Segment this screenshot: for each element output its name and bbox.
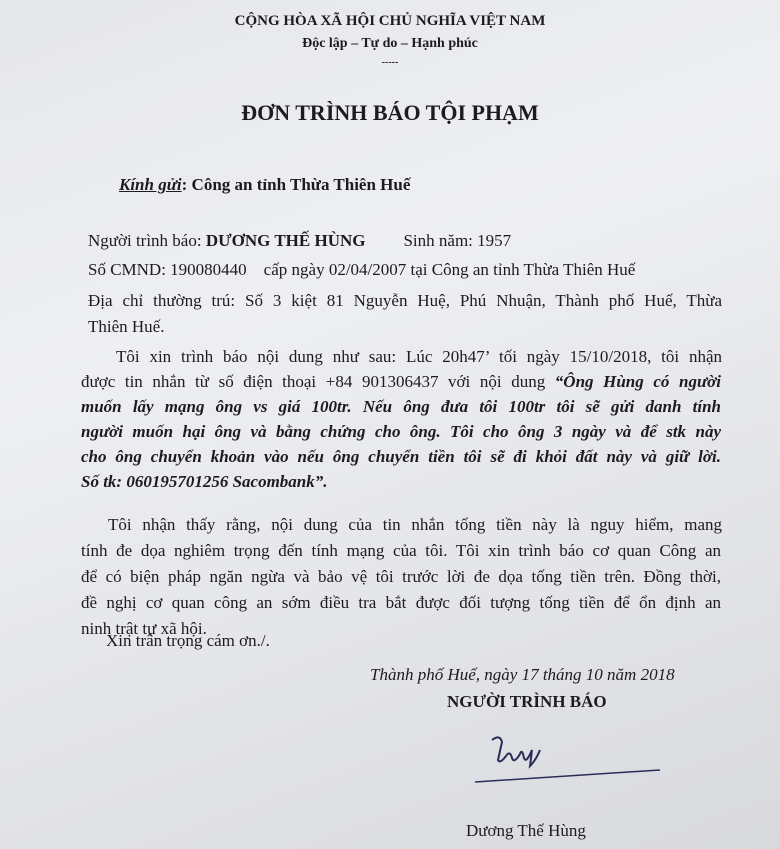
quoted-message-start: “Ông Hùng có người [554, 372, 721, 391]
separator: ----- [381, 57, 399, 68]
para1-line-1: Tôi xin trình báo nội dung như sau: Lúc 20h47’ tối ngày 15/10/2018, tôi nhận [116, 347, 722, 366]
quoted-message-line: người muốn hại ông và bằng chứng cho ông. Tôi cho ông 3 ngày và để stk này [81, 422, 721, 441]
para2-line: để có biện pháp ngăn ngừa và bảo vệ tôi trước lời đe dọa tống tiền trên. Đồng thời, [81, 567, 721, 586]
reporter-name: DƯƠNG THẾ HÙNG [205, 231, 366, 250]
quoted-message-line: cho ông chuyển khoản vào nếu ông chuyển tiền tôi sẽ đi khỏi đất này và giữ lời. [81, 447, 721, 466]
id-line: Số CMND: 190080440 cấp ngày 02/04/2007 tại Công an tỉnh Thừa Thiên Huế [88, 260, 636, 279]
motto: Độc lập – Tự do – Hạnh phúc [302, 36, 478, 51]
recipient [119, 174, 410, 196]
document-title: ĐƠN TRÌNH BÁO TỘI PHẠM [241, 100, 539, 125]
para2-line: ninh trật tự xã hội. [81, 619, 207, 638]
address-line-2: Thiên Huế. [88, 317, 165, 336]
signer-title: NGƯỜI TRÌNH BÁO [447, 692, 607, 711]
birth-year: Sinh năm: 1957 [403, 231, 512, 250]
address-line-1: Địa chỉ thường trú: Số 3 kiệt 81 Nguyễn Huệ, Phú Nhuận, Thành phố Huế, Thừa [88, 291, 722, 310]
para1-line-2 [81, 371, 721, 393]
recipient-value: : Công an tỉnh Thừa Thiên Huế [181, 175, 411, 194]
signature-mark [470, 720, 670, 790]
place-date: Thành phố Huế, ngày 17 tháng 10 năm 2018 [370, 665, 675, 684]
para2-line: đề nghị cơ quan công an sớm điều tra bắt được đối tượng tống tiền để ổn định an [81, 593, 721, 612]
para2-line: tính đe dọa nghiêm trọng đến tính mạng của tôi. Tôi xin trình báo cơ quan Công an [81, 541, 721, 560]
nation-header: CỘNG HÒA XÃ HỘI CHỦ NGHĨA VIỆT NAM [234, 13, 546, 29]
signature [470, 720, 670, 790]
reporter-label: Người trình báo: [88, 231, 206, 250]
closing: Xin trân trọng cám ơn./. [106, 631, 270, 650]
reporter-line [88, 230, 511, 252]
recipient-label: Kính gửi [119, 175, 182, 194]
quoted-message-line: Số tk: 060195701256 Sacombank”. [81, 472, 328, 491]
quoted-message-line: muốn lấy mạng ông vs giá 100tr. Nếu ông đưa tôi 100tr tôi sẽ gửi danh tính [81, 397, 721, 416]
signer-name: Dương Thế Hùng [466, 821, 586, 840]
para2-line-1: Tôi nhận thấy rằng, nội dung của tin nhắn tống tiền này là nguy hiểm, mang [108, 515, 722, 534]
para1-text: được tin nhắn từ số điện thoại +84 901306437 với nội dung [81, 372, 555, 391]
